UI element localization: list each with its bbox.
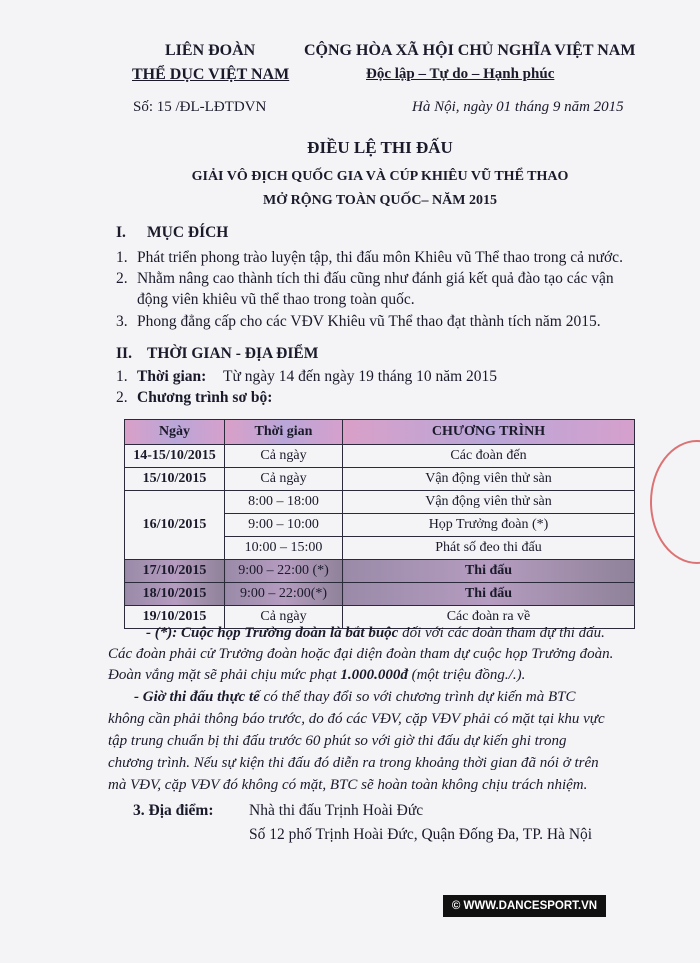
table-header-day: Ngày: [125, 420, 225, 445]
section1-item-text: Phong đẳng cấp cho các VĐV Khiêu vũ Thể thao đạt thành tích năm 2015.: [137, 313, 601, 330]
red-seal-stamp: [650, 440, 700, 564]
table-row: [125, 583, 635, 606]
note-1-rest: đối với các đoàn tham dự thi đấu.: [398, 625, 605, 641]
table-cell-program: Thi đấu: [343, 560, 635, 583]
note-1-fine-amount: 1.000.000đ: [340, 667, 408, 683]
table-row: [125, 445, 635, 468]
table-cell-day: 16/10/2015: [125, 491, 225, 560]
org-name-line2: THỂ DỤC VIỆT NAM: [132, 66, 290, 83]
note-2-line-3: tập trung chuẩn bị thi đấu trước 60 phút so với giờ thi đấu dự kiến ghi trong: [108, 733, 567, 749]
place-date: Hà Nội, ngày 01 tháng 9 năm 2015: [412, 99, 624, 115]
table-cell-time: 9:00 – 10:00: [225, 514, 343, 537]
table-cell-time: 8:00 – 18:00: [225, 491, 343, 514]
dancesport-logo: © WWW.DANCESPORT.VN: [443, 895, 606, 917]
national-motto: Độc lập – Tự do – Hạnh phúc: [366, 66, 555, 82]
venue-label: 3. Địa điểm:: [133, 802, 214, 819]
table-cell-program: Họp Trưởng đoàn (*): [343, 514, 635, 537]
table-cell-day: 17/10/2015: [125, 560, 225, 583]
table-cell-program: Các đoàn đến: [343, 445, 635, 468]
section1-number: I.: [116, 224, 126, 241]
program-number: 2.: [116, 389, 128, 406]
table-cell-program: Phát số đeo thi đấu: [343, 537, 635, 560]
note-2-line-5: mà VĐV, cặp VĐV đó không có mặt, BTC sẽ hoàn toàn không chịu trách nhiệm.: [108, 777, 588, 793]
national-title: CỘNG HÒA XÃ HỘI CHỦ NGHĨA VIỆT NAM: [304, 42, 636, 59]
section2-number: II.: [116, 345, 132, 362]
table-cell-time: Cả ngày: [225, 445, 343, 468]
table-cell-program: Thi đấu: [343, 583, 635, 606]
section2-heading: THỜI GIAN - ĐỊA ĐIỂM: [147, 345, 319, 362]
table-cell-time: Cả ngày: [225, 606, 343, 629]
table-cell-day: 19/10/2015: [125, 606, 225, 629]
table-cell-time: Cả ngày: [225, 468, 343, 491]
section1-item-text: Phát triển phong trào luyện tập, thi đấu môn Khiêu vũ Thể thao trong cả nước.: [137, 249, 623, 266]
table-cell-program: Vận động viên thử sàn: [343, 468, 635, 491]
schedule-table: [124, 419, 635, 629]
note-1-line-3: [108, 667, 525, 684]
venue-name: Nhà thi đấu Trịnh Hoài Đức: [249, 802, 424, 819]
section1-item-text: Nhằm nâng cao thành tích thi đấu cũng như đánh giá kết quả đào tạo các vận: [137, 270, 614, 287]
table-header-row: [125, 420, 635, 445]
section1-item-number: 2.: [116, 270, 128, 287]
note-1-fine-suffix: (một triệu đồng./.).: [407, 667, 526, 683]
table-cell-time: 9:00 – 22:00(*): [225, 583, 343, 606]
section1-item-text-continued: động viên khiêu vũ thể thao trong toàn quốc.: [137, 291, 415, 308]
section1-item-number: 1.: [116, 249, 128, 266]
document-title: ĐIỀU LỆ THI ĐẤU: [307, 138, 453, 157]
note-2-line-4: chương trình. Nếu sự kiện thi đấu đó diễn ra trong khoảng thời gian đã nói ở trên: [108, 755, 599, 771]
table-cell-day: 18/10/2015: [125, 583, 225, 606]
section1-heading: MỤC ĐÍCH: [147, 224, 229, 241]
program-label: Chương trình sơ bộ:: [137, 389, 273, 406]
table-row: [125, 491, 635, 514]
section1-item-number: 3.: [116, 313, 128, 330]
table-row: [125, 468, 635, 491]
note-1-line-1: [146, 625, 605, 642]
table-cell-time: 10:00 – 15:00: [225, 537, 343, 560]
note-1-fine-prefix: Đoàn vắng mặt sẽ phải chịu mức phạt: [108, 667, 341, 683]
document-number: Số: 15 /ĐL-LĐTDVN: [133, 99, 267, 115]
table-cell-program: Vận động viên thử sàn: [343, 491, 635, 514]
table-header-program: CHƯƠNG TRÌNH: [343, 420, 635, 445]
venue-address: Số 12 phố Trịnh Hoài Đức, Quận Đống Đa, TP. Hà Nội: [249, 826, 593, 843]
org-name-line1: LIÊN ĐOÀN: [165, 42, 256, 59]
table-cell-time: 9:00 – 22:00 (*): [225, 560, 343, 583]
note-1-emphasis: - (*): Cuộc họp Trưởng đoàn là bắt buộc: [146, 625, 399, 641]
table-cell-day: 14-15/10/2015: [125, 445, 225, 468]
note-1-line-2: Các đoàn phải cử Trưởng đoàn hoặc đại diện đoàn tham dự cuộc họp Trưởng đoàn.: [108, 646, 614, 662]
table-cell-program: Các đoàn ra về: [343, 606, 635, 629]
document-subtitle-1: GIẢI VÔ ĐỊCH QUỐC GIA VÀ CÚP KHIÊU VŨ THỂ THAO: [191, 169, 569, 184]
document-subtitle-2: MỞ RỘNG TOÀN QUỐC– NĂM 2015: [263, 193, 497, 208]
note-2-line-2: không cần phải thông báo trước, do đó các VĐV, cặp VĐV phải có mặt tại khu vực: [108, 711, 605, 727]
note-2-line-1: [134, 689, 575, 706]
time-value: Từ ngày 14 đến ngày 19 tháng 10 năm 2015: [223, 368, 498, 385]
table-header-time: Thời gian: [225, 420, 343, 445]
table-row: [125, 560, 635, 583]
time-label: Thời gian:: [137, 368, 207, 385]
time-number: 1.: [116, 368, 128, 385]
note-2-rest: có thể thay đổi so với chương trình dự kiến mà BTC: [259, 689, 576, 705]
note-2-emphasis: - Giờ thi đấu thực tế: [134, 689, 260, 705]
table-cell-day: 15/10/2015: [125, 468, 225, 491]
